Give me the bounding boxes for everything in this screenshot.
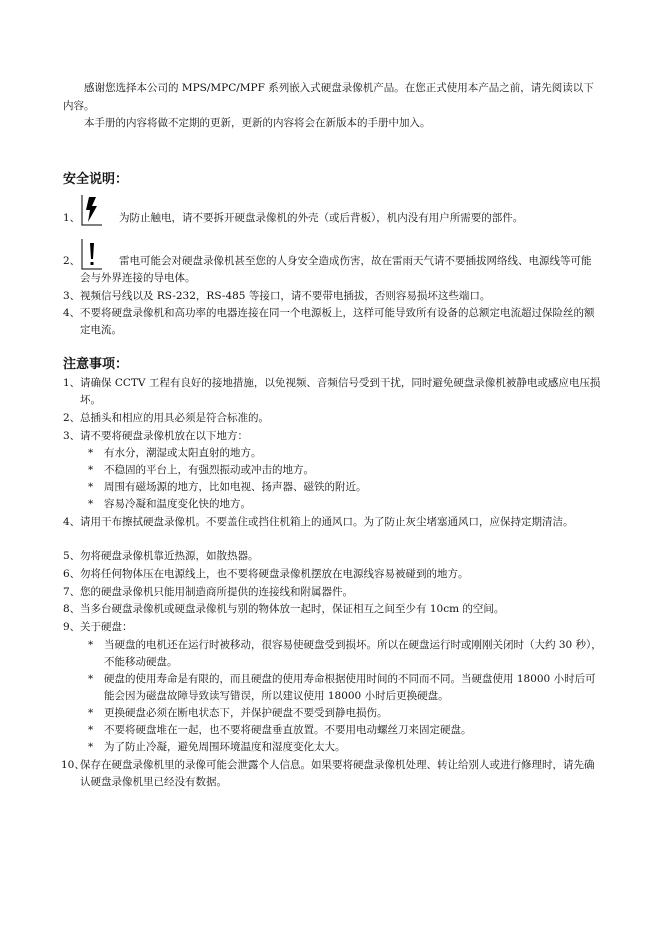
notes-subitem-text: 有水分，潮湿或太阳直射的地方。 — [104, 447, 262, 459]
notes-item-number: 7、 — [63, 586, 81, 598]
notes-subitem-text: 更换硬盘必须在断电状态下，并保护硬盘不要受到静电损伤。 — [104, 707, 388, 719]
star-bullet: * — [88, 481, 94, 493]
notes-item-number: 5、 — [63, 550, 81, 562]
notes-subitem-text: 当硬盘的电机还在运行时被移动，很容易使硬盘受到损坏。所以在硬盘运行时或刚刚关闭时（大约 30 秒），不能移动硬盘。 — [104, 639, 602, 668]
star-bullet: * — [88, 447, 94, 459]
notes-item-text: 请确保 CCTV 工程有良好的接地措施，以免视频、音频信号受到干扰，同时避免硬盘录像机被静电或感应电压损坏。 — [80, 377, 601, 406]
safety-item-text: 视频信号线以及 RS-232，RS-485 等接口，请不要带电插拔，否则容易损坏这些端口。 — [80, 290, 491, 302]
star-bullet: * — [88, 498, 94, 510]
star-bullet: * — [88, 673, 94, 685]
notes-item-number: 9、 — [63, 621, 81, 633]
notes-item-text: 当多台硬盘录像机或硬盘录像机与别的物体放一起时，保证相互之间至少有 10cm 的空间。 — [80, 603, 505, 615]
intro-paragraph-1: 感谢您选择本公司的 MPS/MPC/MPF 系列嵌入式硬盘录像机产品。在您正式使用本产品之前，请先阅读以下内容。 — [63, 82, 594, 112]
star-bullet: * — [88, 639, 94, 651]
notes-item-text: 您的硬盘录像机只能用制造商所提供的连接线和附属器件。 — [80, 586, 353, 598]
lightning-icon — [79, 193, 105, 227]
notes-item-text: 请不要将硬盘录像机放在以下地方： — [80, 430, 248, 442]
notes-item-text: 勿将硬盘录像机靠近热源，如散热器。 — [80, 550, 259, 562]
notes-item-number: 6、 — [63, 568, 81, 580]
notes-item-text: 关于硬盘： — [80, 621, 133, 633]
safety-item-text: 为防止触电，请不要拆开硬盘录像机的外壳（或后背板），机内没有用户所需要的部件。 — [119, 212, 524, 224]
notes-item-number: 2、 — [63, 412, 81, 424]
notes-item-text: 保存在硬盘录像机里的录像可能会泄露个人信息。如果要将硬盘录像机处理、转让给别人或进行修理时，请先确认硬盘录像机里已经没有数据。 — [80, 759, 595, 788]
notes-subitem-text: 为了防止冷凝，避免周围环境温度和湿度变化太大。 — [104, 741, 346, 753]
notes-subitem-text: 硬盘的使用寿命是有限的，而且硬盘的使用寿命根据使用时间的不同而不同。当硬盘使用 18000 小时后可能会因为磁盘故障导致读写错误，所以建议使用 18000 小时后更换硬盘。 — [104, 673, 596, 702]
notes-subitem-text: 周围有磁场源的地方，比如电视、扬声器、磁铁的附近。 — [104, 481, 367, 493]
safety-item-text: 雷电可能会对硬盘录像机甚至您的人身安全造成伤害，故在雷雨天气请不要插拔网络线、电源线等可能会与外界连接的导电体。 — [80, 255, 592, 284]
notes-heading: 注意事项： — [63, 357, 129, 372]
notes-subitem-text: 容易冷凝和温度变化快的地方。 — [104, 498, 251, 510]
notes-subitem-text: 不要将硬盘堆在一起，也不要将硬盘垂直放置。不要用电动螺丝刀来固定硬盘。 — [104, 724, 472, 736]
notes-item-number: 8、 — [63, 603, 81, 615]
star-bullet: * — [88, 724, 94, 736]
notes-item-text: 勿将任何物体压在电源线上，也不要将硬盘录像机摆放在电源线容易被碰到的地方。 — [80, 568, 469, 580]
safety-item-2 — [63, 253, 603, 287]
notes-item-number: 1、 — [63, 377, 81, 389]
notes-item-number: 4、 — [63, 516, 81, 528]
notes-item-number: 10、 — [61, 759, 85, 771]
star-bullet: * — [88, 741, 94, 753]
notes-item-text: 总插头和相应的用具必须是符合标准的。 — [80, 412, 269, 424]
notes-item-number: 3、 — [63, 430, 81, 442]
safety-item-text: 不要将硬盘录像机和高功率的电器连接在同一个电源板上，这样可能导致所有设备的总额定电流超过保险丝的额定电流。 — [80, 307, 595, 336]
star-bullet: * — [88, 707, 94, 719]
safety-item-number: 4、 — [63, 307, 81, 319]
safety-item-number: 3、 — [63, 290, 81, 302]
safety-item-number: 1、 — [63, 212, 81, 224]
star-bullet: * — [88, 464, 94, 476]
notes-subitem-text: 不稳固的平台上，有强烈振动或冲击的地方。 — [104, 464, 314, 476]
notes-item-text: 请用干布擦拭硬盘录像机。不要盖住或挡住机箱上的通风口。为了防止灰尘堵塞通风口，应保持定期清洁。 — [80, 516, 574, 528]
intro-paragraph-2: 本手册的内容将做不定期的更新，更新的内容将会在新版本的手册中加入。 — [84, 117, 431, 129]
safety-item-number: 2、 — [63, 255, 81, 267]
safety-heading: 安全说明： — [63, 172, 129, 187]
